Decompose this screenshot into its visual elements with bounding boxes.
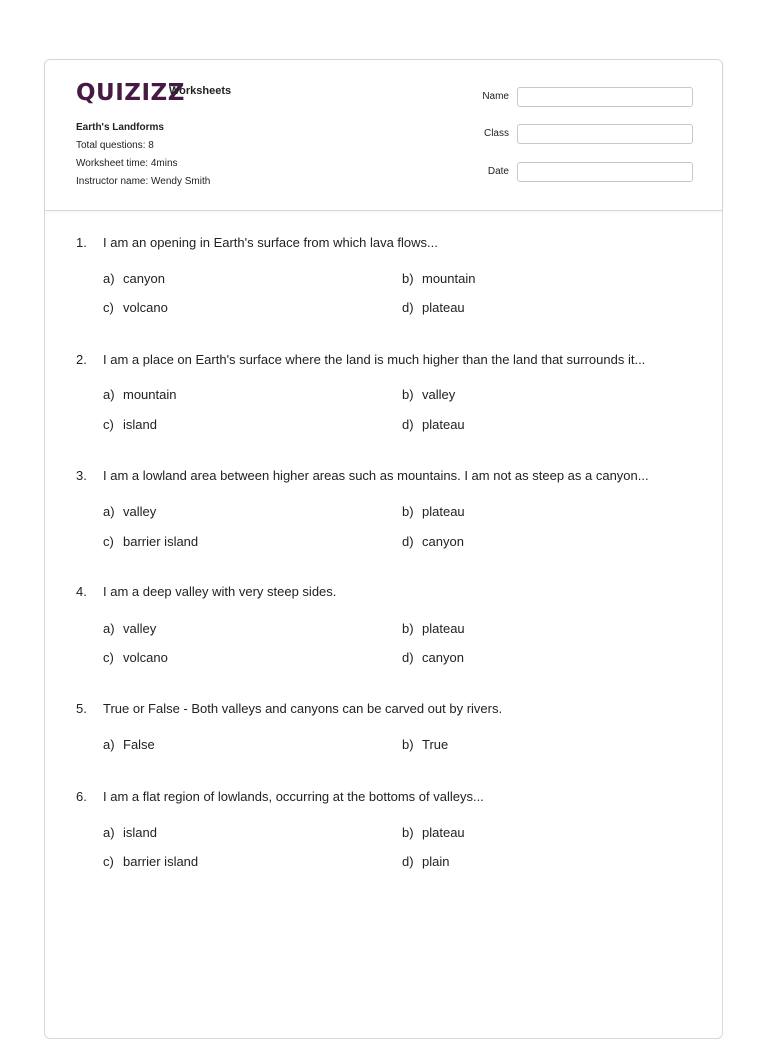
date-label: Date [487, 166, 509, 177]
option-c[interactable] [103, 854, 198, 869]
question-number: 3. [76, 468, 87, 483]
option-text: barrier island [123, 854, 199, 869]
class-label: Class [483, 128, 509, 139]
option-a[interactable] [103, 387, 176, 402]
question-text: I am a lowland area between higher areas such as mountains. I am not as steep as a canyon... [103, 468, 649, 483]
option-d[interactable] [402, 300, 465, 315]
option-text: island [123, 417, 157, 432]
worksheet-time: Worksheet time: 4mins [76, 158, 178, 169]
question-number: 2. [76, 352, 87, 367]
option-letter: b) [402, 271, 414, 286]
option-letter: a) [103, 825, 115, 840]
option-letter: c) [103, 650, 114, 665]
question-text: I am a deep valley with very steep sides. [103, 584, 337, 599]
option-c[interactable] [103, 417, 157, 432]
option-text: valley [123, 504, 157, 519]
option-text: volcano [123, 300, 168, 315]
option-b[interactable] [402, 737, 448, 752]
worksheet-title: Earth's Landforms [76, 122, 164, 133]
option-c[interactable] [103, 534, 198, 549]
option-a[interactable] [103, 271, 165, 286]
option-letter: c) [103, 534, 114, 549]
option-letter: d) [402, 650, 414, 665]
date-field[interactable] [517, 162, 693, 182]
option-letter: a) [103, 737, 115, 752]
option-text: mountain [123, 387, 177, 402]
option-text: plateau [422, 621, 465, 636]
quizizz-logo: QUIZIZZ [76, 80, 185, 106]
question-number: 5. [76, 701, 87, 716]
option-text: canyon [422, 650, 464, 665]
class-field[interactable] [517, 124, 693, 144]
option-text: island [123, 825, 157, 840]
option-d[interactable] [402, 534, 464, 549]
option-d[interactable] [402, 650, 464, 665]
option-letter: c) [103, 417, 114, 432]
option-c[interactable] [103, 650, 168, 665]
option-letter: a) [103, 621, 115, 636]
option-a[interactable] [103, 737, 155, 752]
option-text: plateau [422, 825, 465, 840]
option-text: valley [422, 387, 456, 402]
option-text: False [123, 737, 155, 752]
option-text: plateau [422, 300, 465, 315]
option-letter: d) [402, 534, 414, 549]
option-d[interactable] [402, 417, 465, 432]
option-c[interactable] [103, 300, 168, 315]
option-b[interactable] [402, 825, 465, 840]
option-a[interactable] [103, 621, 156, 636]
option-a[interactable] [103, 504, 156, 519]
name-field[interactable] [517, 87, 693, 107]
question-text: I am a flat region of lowlands, occurring at the bottoms of valleys... [103, 789, 484, 804]
option-letter: d) [402, 300, 414, 315]
question-number: 6. [76, 789, 87, 804]
option-text: valley [123, 621, 157, 636]
option-d[interactable] [402, 854, 449, 869]
option-b[interactable] [402, 271, 475, 286]
option-letter: a) [103, 271, 115, 286]
question-text: True or False - Both valleys and canyons can be carved out by rivers. [103, 701, 503, 716]
question-text: I am an opening in Earth's surface from which lava flows... [103, 235, 438, 250]
question-text: I am a place on Earth's surface where the land is much higher than the land that surrounds it... [103, 352, 646, 367]
option-a[interactable] [103, 825, 157, 840]
name-label: Name [482, 91, 509, 102]
option-letter: d) [402, 854, 414, 869]
option-b[interactable] [402, 621, 465, 636]
instructor-name: Instructor name: Wendy Smith [76, 176, 211, 187]
option-text: plateau [422, 504, 465, 519]
option-text: plain [422, 854, 450, 869]
option-text: canyon [422, 534, 464, 549]
option-letter: a) [103, 387, 115, 402]
total-questions: Total questions: 8 [76, 140, 154, 151]
worksheet [44, 59, 723, 1039]
option-text: canyon [123, 271, 165, 286]
option-text: barrier island [123, 534, 199, 549]
option-letter: c) [103, 854, 114, 869]
option-text: mountain [422, 271, 476, 286]
option-text: True [422, 737, 449, 752]
question-number: 4. [76, 584, 87, 599]
logo-subtitle: Worksheets [169, 85, 232, 97]
option-letter: c) [103, 300, 114, 315]
option-b[interactable] [402, 504, 465, 519]
option-letter: b) [402, 387, 414, 402]
option-text: volcano [123, 650, 168, 665]
option-letter: b) [402, 737, 414, 752]
worksheet-meta [76, 119, 210, 191]
option-letter: b) [402, 504, 414, 519]
worksheet-header [45, 60, 722, 211]
question-number: 1. [76, 235, 87, 250]
option-text: plateau [422, 417, 465, 432]
option-letter: a) [103, 504, 115, 519]
option-b[interactable] [402, 387, 455, 402]
option-letter: b) [402, 621, 414, 636]
option-letter: b) [402, 825, 414, 840]
option-letter: d) [402, 417, 414, 432]
